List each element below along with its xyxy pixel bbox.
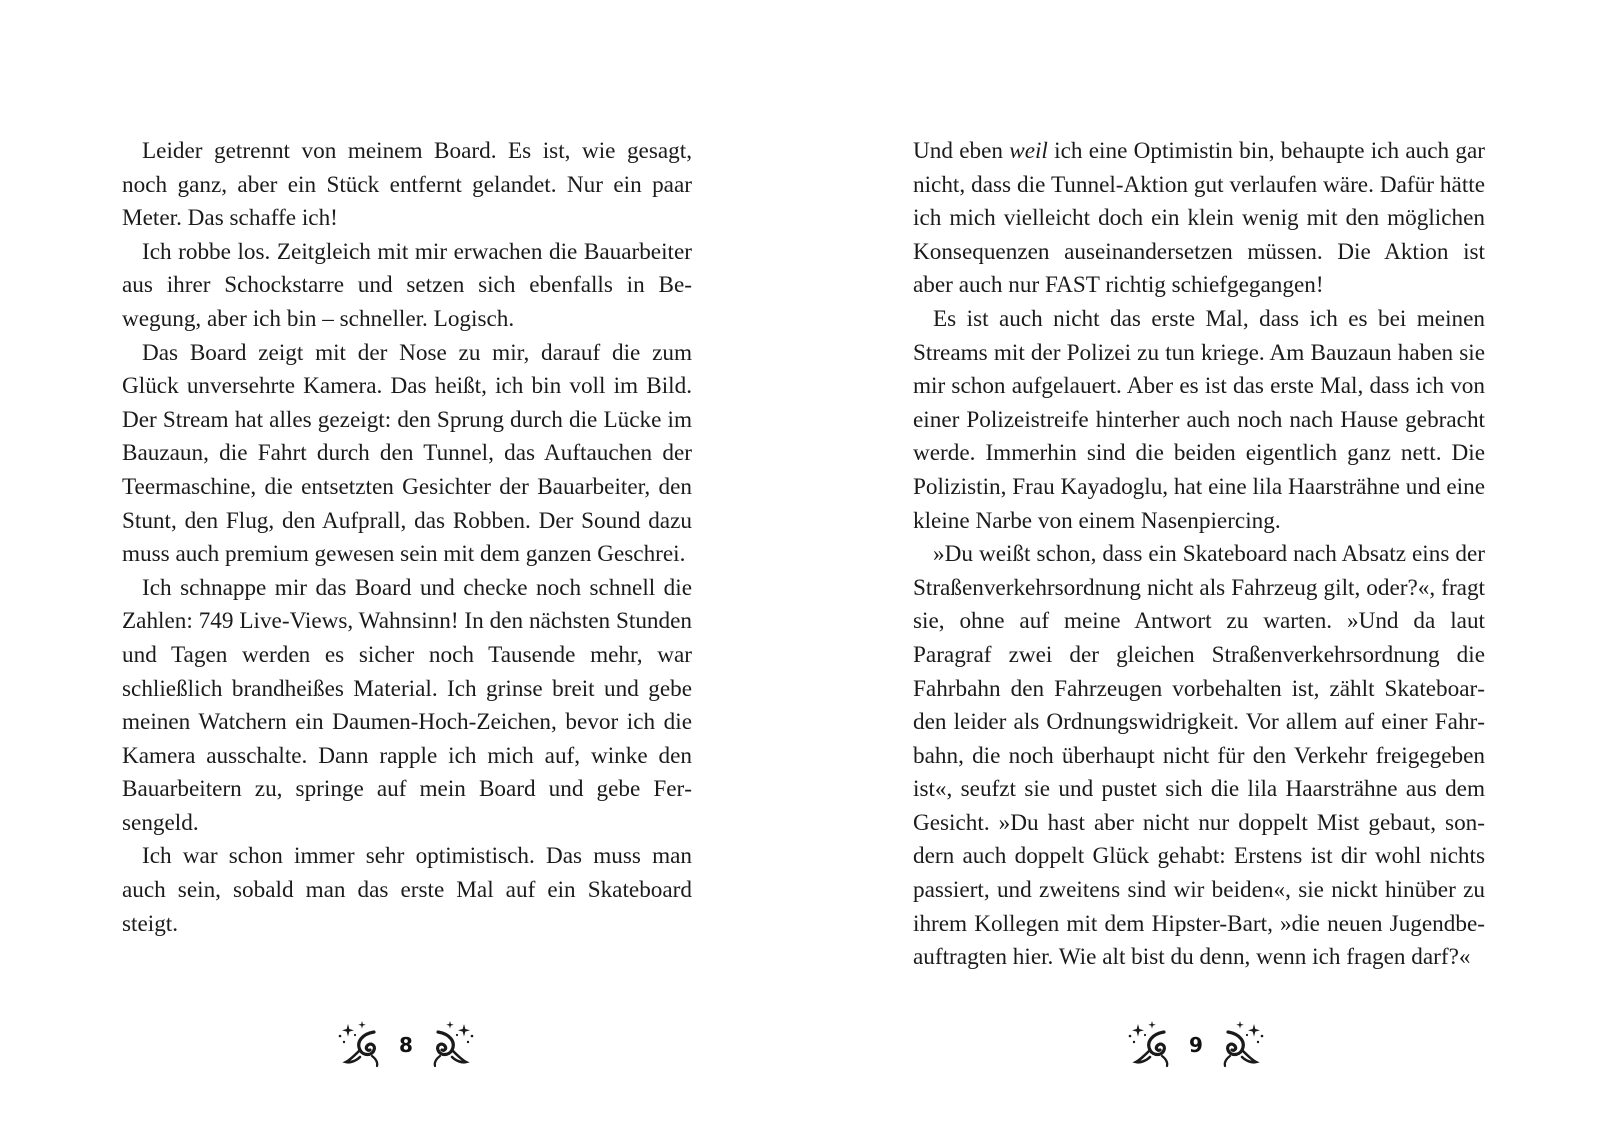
paragraph-text: Und eben bbox=[913, 138, 1010, 164]
paragraph: »Du weißt schon, dass ein Skateboard nach Absatz eins der Straßenverkehrsordnung nicht als Fahrzeug gilt, oder?«, fragt sie, ohne auf meine Antwort zu warten. »Und da laut Paragraf zwei der gleichen Straßenverkehrsordnung die Fahrbahn den Fahrzeugen vorbehalten ist, zählt Skateboarden leider als Ordnungswidrigkeit. Vor allem auf einer Fahrbahn, die noch überhaupt nicht für den Verkehr freigegeben ist«, seufzt sie und pustet sich die lila Haarsträhne aus dem Gesicht. »Du hast aber nicht nur doppelt Mist gebaut, sondern auch doppelt Glück gehabt: Erstens ist dir wohl nichts passiert, und zweitens sind wir beiden«, sie nickt hinüber zu ihrem Kollegen mit dem Hipster-Bart, »die neuen Jugendbeauftragten hier. Wie alt bist du denn, wenn ich fragen darf?« bbox=[913, 541, 1485, 971]
flourish-sparkle-icon bbox=[1121, 1020, 1177, 1070]
paragraph: Leider getrennt von meinem Board. Es ist, wie gesagt, noch ganz, aber ein Stück entfernt gelandet. Nur ein paar Meter. Das schaffe ich! bbox=[122, 138, 692, 232]
paragraph: Es ist auch nicht das erste Mal, dass ich es bei meinen Streams mit der Polizei zu tun kriege. Am Bauzaun haben sie mir schon aufgelauert. Aber es ist das erste Mal, dass ich von einer Polizeistreife hinterher auch noch nach Hause gebracht werde. Immerhin sind die beiden eigentlich ganz nett. Die Polizistin, Frau Kayadoglu, hat eine lila Haarsträhne und eine kleine Narbe von einem Nasenpiercing. bbox=[913, 305, 1485, 534]
paragraph: Ich schnappe mir das Board und checke noch schnell die Zahlen: 749 Live-Views, Wahnsinn! In den nächsten Stunden und Tagen werden es sicher noch Tausende mehr, war schließlich brandheißes Material. Ich grinse breit und gebe meinen Watchern ein Daumen-Hoch-Zeichen, bevor ich die Kamera ausschalte. Dann rapple ich mich auf, winke den Bauarbeitern zu, springe auf mein Board und gebe Fersengeld. bbox=[122, 574, 692, 836]
flourish-sparkle-icon bbox=[1215, 1020, 1271, 1070]
right-page bbox=[913, 135, 1485, 975]
paragraph: Das Board zeigt mit der Nose zu mir, darauf die zum Glück unversehrte Kamera. Das heißt, ich bin voll im Bild. Der Stream hat alles gezeigt: den Sprung durch die Lücke im Bauzaun, die Fahrt durch den Tunnel, das Auftauchen der Teermaschine, die entsetzten Gesichter der Bauarbeiter, den Stunt, den Flug, den Aufprall, das Robben. Der Sound dazu muss auch premium gewesen sein mit dem ganzen Geschrei. bbox=[122, 339, 692, 568]
left-page bbox=[122, 135, 692, 941]
flourish-sparkle-icon bbox=[331, 1020, 387, 1070]
paragraph: Ich robbe los. Zeitgleich mit mir erwachen die Bauarbeiter aus ihrer Schockstarre und setzen sich ebenfalls in Bewegung, aber ich bin – schneller. Logisch. bbox=[122, 238, 692, 332]
paragraph: Ich war schon immer sehr optimistisch. Das muss man auch sein, sobald man das erste Mal auf ein Skateboard steigt. bbox=[122, 843, 692, 937]
flourish-sparkle-icon bbox=[425, 1020, 481, 1070]
paragraph bbox=[913, 135, 1485, 303]
page-number: 9 bbox=[1189, 1033, 1203, 1057]
emphasized-word: weil bbox=[1009, 138, 1048, 164]
page-footer-right bbox=[1106, 1020, 1286, 1070]
page-number: 8 bbox=[399, 1033, 413, 1057]
paragraph-text: ich eine Optimistin bin, behaupte ich auch gar nicht, dass die Tunnel-Aktion gut verlaufen wäre. Dafür hätte ich mich vielleicht doch ein klein wenig mit den möglichen Konsequenzen auseinandersetzen müssen. Die Aktion ist aber auch nur FAST richtig schiefgegangen! bbox=[913, 138, 1485, 299]
page-footer-left bbox=[316, 1020, 496, 1070]
